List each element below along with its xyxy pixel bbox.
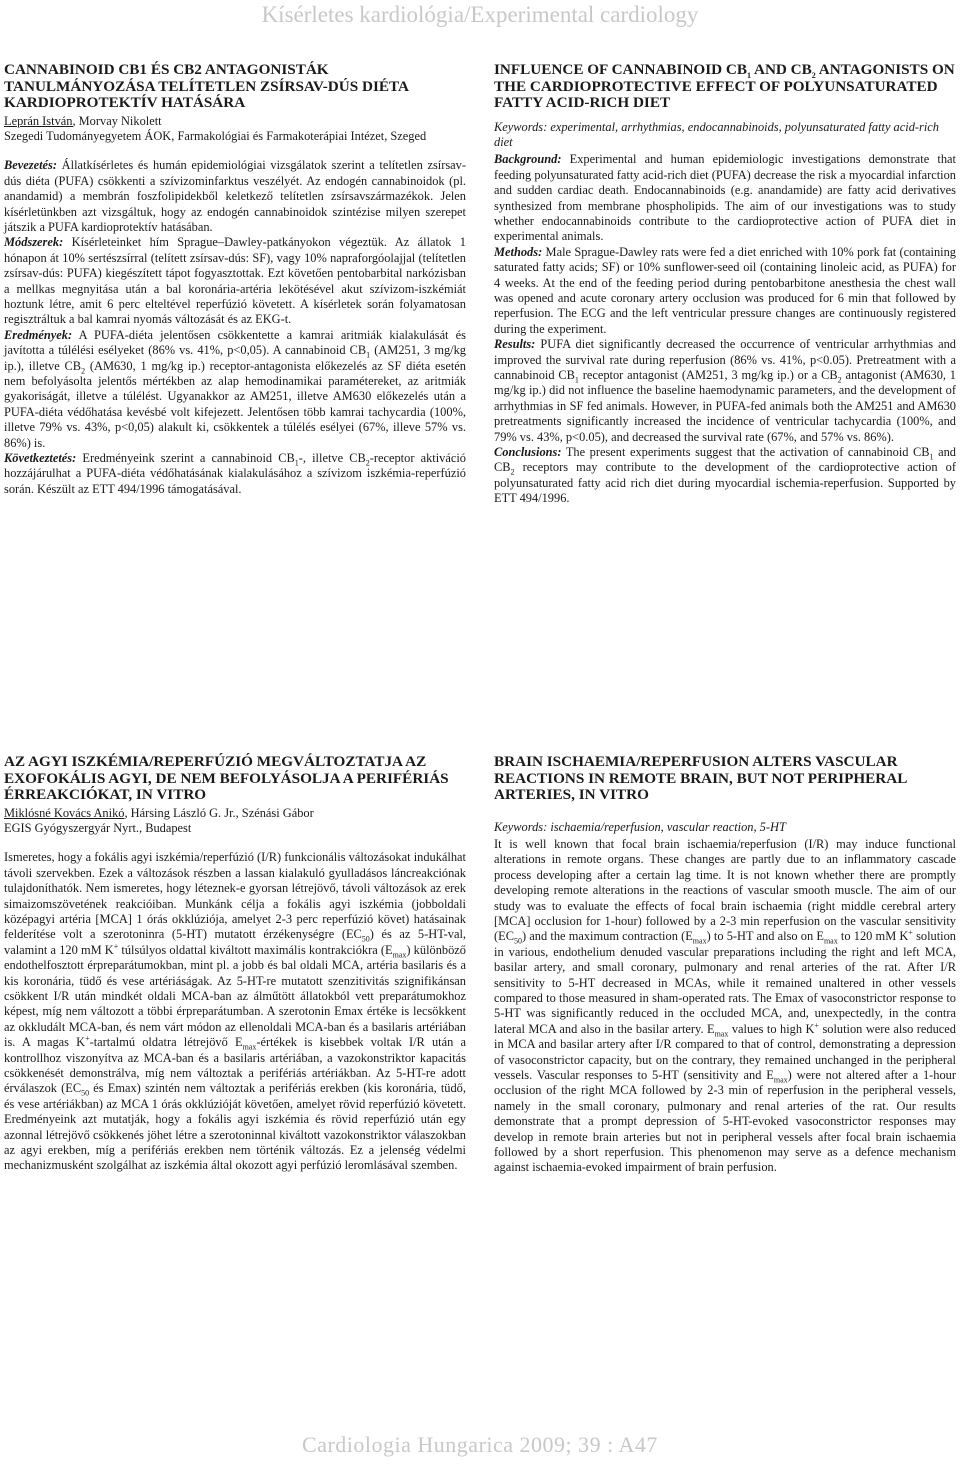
section-text: receptors may contribute to the development of the cardioprotective action of polyunsaturated fatty acid rich diet during myocardial ischemia-reperfusion. Supported by ETT 494/1996. [494,460,956,506]
section-label: Conclusions: [494,445,562,460]
abstract-title: INFLUENCE OF CANNABINOID $CB_1$ AND $CB_2$ ANTAGONISTS ON THE CARDIOPROTECTIVE EFFECT OF POLYUNSATURATED FATTY ACID-RICH DIET [494,61,955,111]
section-label: Methods: [494,244,543,259]
section-text: A PUFA-diéta jelentősen csökkentette a kamrai aritmiák kialakulását és javította a túlélési esélyeket (86% vs. 41%, p<0,05). A cannabinoid CB [4,327,466,358]
intro-paragraph [4,158,466,235]
abstract-title: CANNABINOID CB1 ÉS CB2 ANTAGONISTÁK TANULMÁNYOZÁSA TELÍTETLEN ZSÍRSAV-DÚS DIÉTA KARDIOPROTEKTÍV HATÁSÁRA [4,61,409,111]
subscript: 1 [366,350,371,360]
journal-citation-footer: Cardiologia Hungarica 2009; 39 : A47 [302,1432,658,1457]
methods-paragraph [494,245,956,337]
background-paragraph [494,152,956,244]
results-paragraph [4,328,466,451]
body-paragraph: Ismeretes, hogy a fokális agyi iszkémia/reperfúzió (I/R) funkcionális változásokat indukálhat távoli szervekben. Ezek a változások részben a lassan kialakuló gyulladásos láncreakciónak tulajdoníthatók. Nem ismeretes, hogy léteznek-e gyorsan létrejövő, távoli változások az erek simaizomszövetének reakcióiban. Munkánk célja a fokális agyi iszkémia (jobboldali középagyi artéria [MCA] 1 órás okklúziója, amelyet 2-3 perc reperfúzió követ) hatásainak felderítése volt a szerotoninra (5-HT) mutatott érzékenységre $(EC_{50})$ és az 5-HT-val, valamint a 120 mM K+ túlsúlyos oldattal kiváltott maximális kontrakciókra $(E_{max})$ különböző endothelfosztott érpreparátumokban, mint pl. a jobb és bal oldali MCA, artéria basilaris és a kis koronária, tüdő és vese artériáságak. Az 5-HT-re mutatott szenzitivitás szignifikánsan csökkent I/R után mindkét oldali MCA-ban az álműtött állatokból vett preparátumokhoz képest, míg nem változott a többi érpreparátumban. A szerotonin Emax értéke is lecsökkent az okkludált MCA-ban, és nem várt módon az ellenoldali MCA-ban és a basilaris artériában is. A magas K+-tartalmú oldatra létrejövő $E_{max}$-értékek is kisebbek voltak I/R után a kontrollhoz viszonyítva az MCA-ban és a basilaris artériában, a vazokonstriktor kapacitás csökkenését demonstrálva, míg nem változtak a perifériás artériákban. Az 5-HT-re adott érválaszok ($EC_{50}$ és Emax) szintén nem változtak a perifériás erekben (kis koronária, tüdő, és vese artériákban) az MCA 1 órás okklúzióját követően, amelyet rövid reperfúzió követett. Eredményeink azt mutatják, hogy a fokális agyi iszkémia és rövid reperfúzió után egy azonnal létrejövő csökkenés jöhet létre a szerotoninnal kiváltott vazokonstriktor válaszokban az agyi erekben, míg a perifériás erekben nem történik változás. Ez a jelenség védelmi mechanizmusként szolgálhat az iszkémia által okozott agyi perfúzió leromlásával szemben. [4,850,466,1173]
section-text: The present experiments suggest that the activation of cannabinoid CB [561,445,930,460]
co-authors: Morvay Nikolett [75,113,162,128]
abstract-en-ischemia [494,754,956,1176]
abstract-en-cannabinoid [494,62,956,507]
subscript: 2 [510,467,515,477]
subscript: 1 [294,458,299,468]
section-text: -receptor aktiváció hozzájárulhat a PUFA-diéta védőhatásának kialakulásához a szívizom iszkémia-reperfúzió során. Készült az ETT 494/1996 támogatásával. [4,451,466,496]
subscript: 2 [81,366,86,376]
abstract-title: BRAIN ISCHAEMIA/REPERFUSION ALTERS VASCULAR REACTIONS IN REMOTE BRAIN, BUT NOT PERIPHERAL ARTERIES, IN VITRO [494,753,907,803]
section-text: Experimental and human epidemiologic investigations demonstrate that feeding polyunsaturated fatty acid-rich diet (PUFA) decrease the risk a myocardial infarction and sudden cardiac death. Endocannabinoids (e.g. anandamide) are fatty acid derivatives synthesized from membrane phospholipids. The aim of our investigations was to study whether endocannabinoids contribute to the cardioprotective action of PUFA diet in experimental animals. [494,152,956,244]
keywords: Keywords: experimental, arrhythmias, endocannabinoids, polyunsaturated fatty acid-rich diet [494,119,939,149]
section-text: Male Sprague-Dawley rats were fed a diet enriched with 10% pork fat (containing saturated fatty acids; SF) or 10% sunflower-seed oil (containing linoleic acid, as PUFA) for 4 weeks. At the end of the feeding period during pentobarbitone anesthesia the chest wall was opened and acute coronary artery occlusion was produced for 6 min that followed by reperfusion. The ECG and the left ventricular pressure changes are continuously registered during the experiment. [494,244,956,336]
conclusion-paragraph [4,451,466,497]
presenting-author: Leprán István, [4,113,76,128]
institution: EGIS Gyógyszergyár Nyrt., Budapest [4,820,192,835]
conclusion-paragraph [494,445,956,507]
methods-paragraph [4,235,466,327]
body-paragraph: It is well known that focal brain ischaemia/reperfusion (I/R) may induce functional alterations in remote organs. These changes are partly due to an inflammatory cascade process developing after a certain lag time. It is not known whether there are promptly developing remote alterations in the reactions of vascular smooth muscle. The aim of our study was to evaluate the effects of focal brain ischaemia (right middle cerebral artery [MCA] occlusion for 1-hour) followed by a 2-3 min reperfusion on the vascular sensitivity $(EC_{50})$ and the maximum contraction $(E_{max})$ to 5-HT and also on $E_{max}$ to 120 mM K+ solution in various, endothelium denuded vascular preparations including the right and left MCA, basilar artery, and small coronary, pulmonary and renal arteries of the rat. After I/R sensitivity to 5-HT decreased in MCAs, while it remained unaltered in other vessels compared to those measured in sham-operated rats. The Emax of vasoconstrictor response to 5-HT was significantly reduced in the occluded MCA, and, unexpectedly, in the contra lateral MCA and also in the basilar artery. $E_{max}$ values to high K+ solution were also reduced in MCA and basilar artery after I/R compared to that of control, demonstrating a depression of vasoconstrictor capacity, but on the contrary, they remained unchanged in the peripheral vessels. Vascular responses to 5-HT (sensitivity and $E_{max}$) were not altered after a 1-hour occlusion of the right MCA followed by 2-3 min of reperfusion in the peripheral vessels, namely in the small coronary, pulmonary and renal arteries of the rat. Our results demonstrate that a prompt depression of 5-HT-evoked vasoconstrictor responses may develop in remote brain arteries but not in peripheral vessels after focal brain ischaemia followed by a short reperfusion. This phenomenon may serve as a defence mechanism against ischaemia-evoked impairment of brain perfusion. [494,836,957,1175]
section-text: Állatkísérletes és humán epidemiológiai vizsgálatok szerint a telítetlen zsírsav-dús diéta (PUFA) csökkenti a szívizominfarktus veszélyét. Az endogén cannabinoidok (pl. anandamid) a membrán foszfolipidekből keletkező telítetlen zsírsavszármazékok. Jelen kísérletünkben azt vizsgáltuk, hogy az endogén cannabinoidok szintézise milyen szerepet játszik a PUFA kardioprotektív hatásában. [4,158,466,234]
section-text: antagonist (AM630, 1 mg/kg ip.) did not influence the baseline haemodynamic parameters, and the development of arrhythmias in SF fed animals. However, in PUFA-fed animals both the AM251 and AM630 pretreatments significantly increased the incidence of ventricular tachycardia (100%, and 79% vs. 43%, p<0.05), and decreased the survival rate (67%, and 57% vs. 86%). [494,368,956,444]
subscript: 2 [837,375,842,385]
section-text: and CB [494,445,956,475]
section-text: PUFA diet significantly decreased the occurrence of ventricular arrhythmias and improved the survival rate during reperfusion (86% vs. 41%, p<0.05). Pretreatment with a cannabinoid CB [494,337,956,382]
section-label: Eredmények: [4,327,73,342]
keywords: Keywords: ischaemia/reperfusion, vascular reaction, 5-HT [494,819,786,834]
section-label: Módszerek: [4,235,64,250]
section-text: Kísérleteinket hím Sprague–Dawley-patkányokon végeztük. Az állatok 1 hónapon át 10% sertészsírral (telített zsírsav-dús: SF), vagy 10% napraforgóolajjal (telítetlen zsírsav-dús: PUFA) kiegészített tápot fogyasztottak. Ezt követően pentobarbital narkózisban a mellkas megnyitása után a bal koronária-artéria lekötésével akut szívizom-iszkémiát hoztunk létre, amit 6 perc elteltével reperfúzió követett. A kísérletek során folyamatosan regisztráltuk a bal kamrai nyomás változását és az EKG-t. [4,235,466,327]
running-header: Kísérletes kardiológia/Experimental cardiology [261,2,699,27]
section-text: receptor antagonist (AM251, 3 mg/kg ip.) or a CB [578,368,838,382]
author-list [4,806,466,821]
abstract-title: AZ AGYI ISZKÉMIA/REPERFÚZIÓ MEGVÁLTOZTATJA AZ EXOFOKÁLIS AGYI, DE NEM BEFOLYÁSOLJA A PERIFÉRIÁS ÉRREAKCIÓKAT, IN VITRO [4,753,449,803]
section-text: (AM630, 1 mg/kg ip.) receptor-antagonista előkezelés az SF diéta esetén nem befolyásolta jelentős mértékben az alap hemodinamikai paramétereket, az aritmiák gyakoriságát, illetve a túlélést. Ugyanakkor az AM251, illetve AM630 előkezelés után a PUFA-diéta védőhatása kevésbé volt kifejezett. Jelentősen több kamrai tachycardia (100%, illetve 79% vs. 43%, p<0,05) alakult ki, csökkentek a túlélés esélyei (67%, illeve 57% vs. 86%) is. [4,358,466,450]
abstract-hu-ischemia [4,754,466,1174]
subscript: 1 [574,375,579,385]
subscript: 2 [365,458,370,468]
results-paragraph [494,337,956,445]
section-text: (AM251, 3 mg/kg ip.), illetve CB [4,343,466,373]
presenting-author: Miklósné Kovács Anikó, [4,805,128,820]
section-label: Következtetés: [4,451,77,466]
abstract-hu-cannabinoid [4,62,466,497]
section-label: Bevezetés: [4,158,57,173]
co-authors: Hársing László G. Jr., Szénási Gábor [127,805,314,820]
institution: Szegedi Tudományegyetem ÁOK, Farmakológiai és Farmakoterápiai Intézet, Szeged [4,128,427,143]
section-label: Background: [494,152,562,167]
section-text: Eredményeink szerint a cannabinoid CB [76,451,295,466]
section-label: Results: [494,337,536,352]
subscript: 1 [929,452,934,462]
author-list [4,114,466,129]
section-text: -, illetve CB [298,451,366,466]
